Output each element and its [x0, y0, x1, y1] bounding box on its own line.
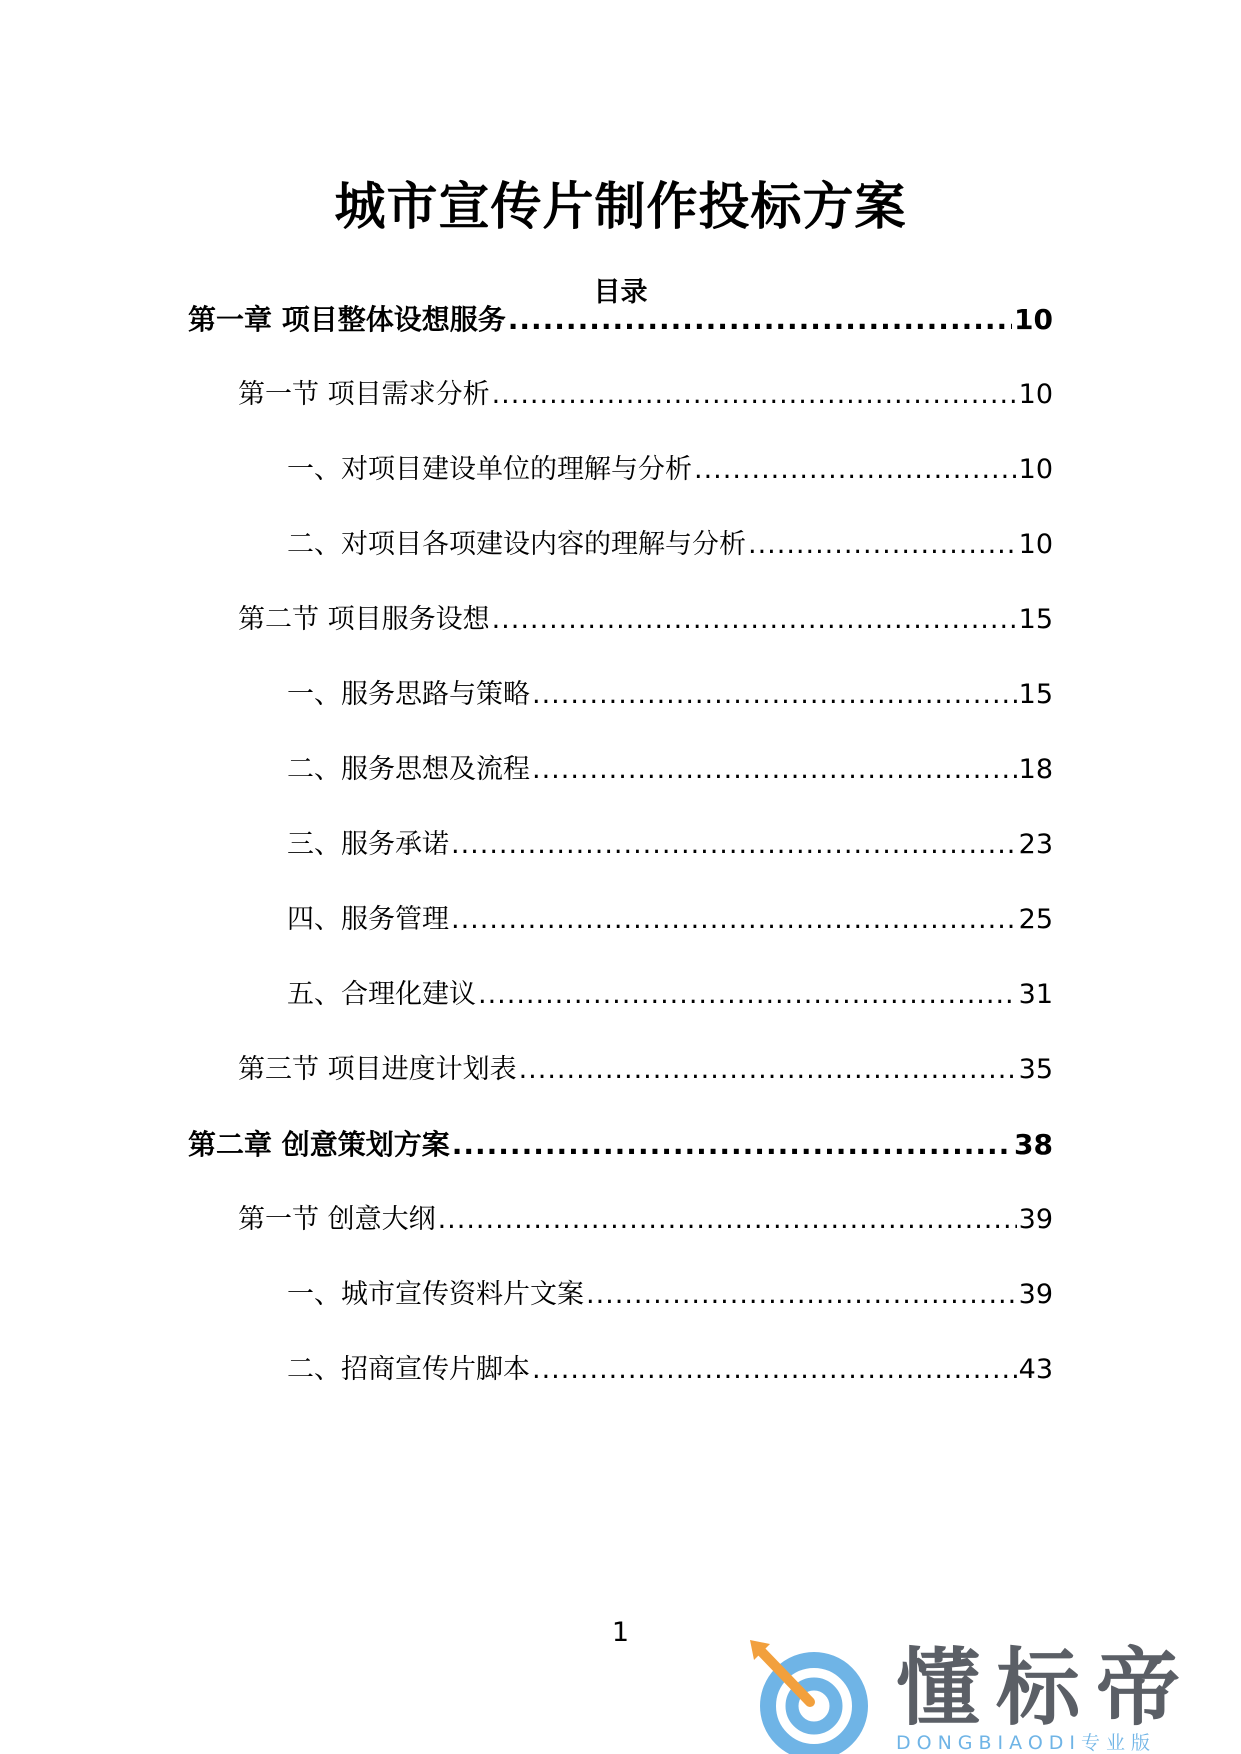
- toc-entry[interactable]: [188, 1127, 1053, 1163]
- toc-leader-dots: [478, 977, 1017, 1013]
- toc-entry[interactable]: [287, 527, 1053, 563]
- toc-entry-label: 第一节 项目需求分析: [238, 379, 490, 410]
- toc-leader-dots: [451, 827, 1017, 863]
- toc-entry-page: 38: [1014, 1128, 1053, 1161]
- toc-entry[interactable]: [238, 1052, 1053, 1088]
- toc-entry-page: 10: [1018, 379, 1053, 410]
- toc-entry-label: 第一节 创意大纲: [238, 1204, 436, 1235]
- toc-entry-label: 二、招商宣传片脚本: [287, 1354, 530, 1385]
- toc-entry-label: 二、对项目各项建设内容的理解与分析: [287, 529, 746, 560]
- toc-entry-label: 一、对项目建设单位的理解与分析: [287, 454, 692, 485]
- watermark-subtitle: DONGBIAODI专业版: [896, 1732, 1157, 1754]
- toc-entry[interactable]: [287, 977, 1053, 1013]
- toc-entry[interactable]: [287, 752, 1053, 788]
- toc-entry-page: 15: [1018, 679, 1053, 710]
- toc-leader-dots: [492, 377, 1017, 413]
- toc-entry-page: 10: [1018, 454, 1053, 485]
- toc-leader-dots: [694, 452, 1017, 488]
- document-title: 城市宣传片制作投标方案: [334, 178, 907, 237]
- toc-leader-dots: [492, 602, 1017, 638]
- toc-entry-page: 25: [1018, 904, 1053, 935]
- toc-entry-page: 10: [1014, 303, 1053, 336]
- toc-entry[interactable]: [238, 602, 1053, 638]
- target-arrow-icon: [744, 1640, 874, 1754]
- toc-leader-dots: [532, 1352, 1017, 1388]
- toc-leader-dots: [748, 527, 1017, 563]
- toc-entry-page: 31: [1018, 979, 1053, 1010]
- toc-entry[interactable]: [287, 677, 1053, 713]
- toc-entry-label: 第二节 项目服务设想: [238, 604, 490, 635]
- toc-entry-page: 10: [1018, 529, 1053, 560]
- page-number: 1: [611, 1617, 630, 1648]
- toc-entry-label: 二、服务思想及流程: [287, 754, 530, 785]
- watermark: [744, 1640, 1241, 1754]
- toc-entry[interactable]: [238, 1202, 1053, 1238]
- toc-leader-dots: [508, 302, 1012, 338]
- toc-entry-page: 18: [1018, 754, 1053, 785]
- toc-entry-page: 23: [1018, 829, 1053, 860]
- toc-leader-dots: [452, 1127, 1012, 1163]
- toc-entry[interactable]: [238, 377, 1053, 413]
- toc-entry-label: 五、合理化建议: [287, 979, 476, 1010]
- toc-leader-dots: [532, 752, 1017, 788]
- toc-entry-label: 一、城市宣传资料片文案: [287, 1279, 584, 1310]
- toc-entry-label: 第三节 项目进度计划表: [238, 1054, 517, 1085]
- toc-entry-page: 39: [1018, 1204, 1053, 1235]
- toc-entry-page: 35: [1018, 1054, 1053, 1085]
- toc-entry[interactable]: [188, 302, 1053, 338]
- toc-entry[interactable]: [287, 1352, 1053, 1388]
- toc-entry-page: 15: [1018, 604, 1053, 635]
- watermark-brand: 懂标帝: [896, 1639, 1197, 1737]
- toc-leader-dots: [586, 1277, 1017, 1313]
- toc-entry[interactable]: [287, 902, 1053, 938]
- toc-leader-dots: [438, 1202, 1017, 1238]
- toc-entry[interactable]: [287, 452, 1053, 488]
- toc-entry-label: 第二章 创意策划方案: [188, 1128, 450, 1161]
- toc-entry-label: 一、服务思路与策略: [287, 679, 530, 710]
- toc-entry[interactable]: [287, 827, 1053, 863]
- toc-entry-label: 四、服务管理: [287, 904, 449, 935]
- toc-entry[interactable]: [287, 1277, 1053, 1313]
- toc-leader-dots: [532, 677, 1017, 713]
- toc-leader-dots: [519, 1052, 1017, 1088]
- toc-entry-label: 三、服务承诺: [287, 829, 449, 860]
- toc-entry-page: 39: [1018, 1279, 1053, 1310]
- toc-entry-label: 第一章 项目整体设想服务: [188, 303, 506, 336]
- toc-heading: 目录: [593, 277, 648, 308]
- toc-entry-page: 43: [1018, 1354, 1053, 1385]
- toc-leader-dots: [451, 902, 1017, 938]
